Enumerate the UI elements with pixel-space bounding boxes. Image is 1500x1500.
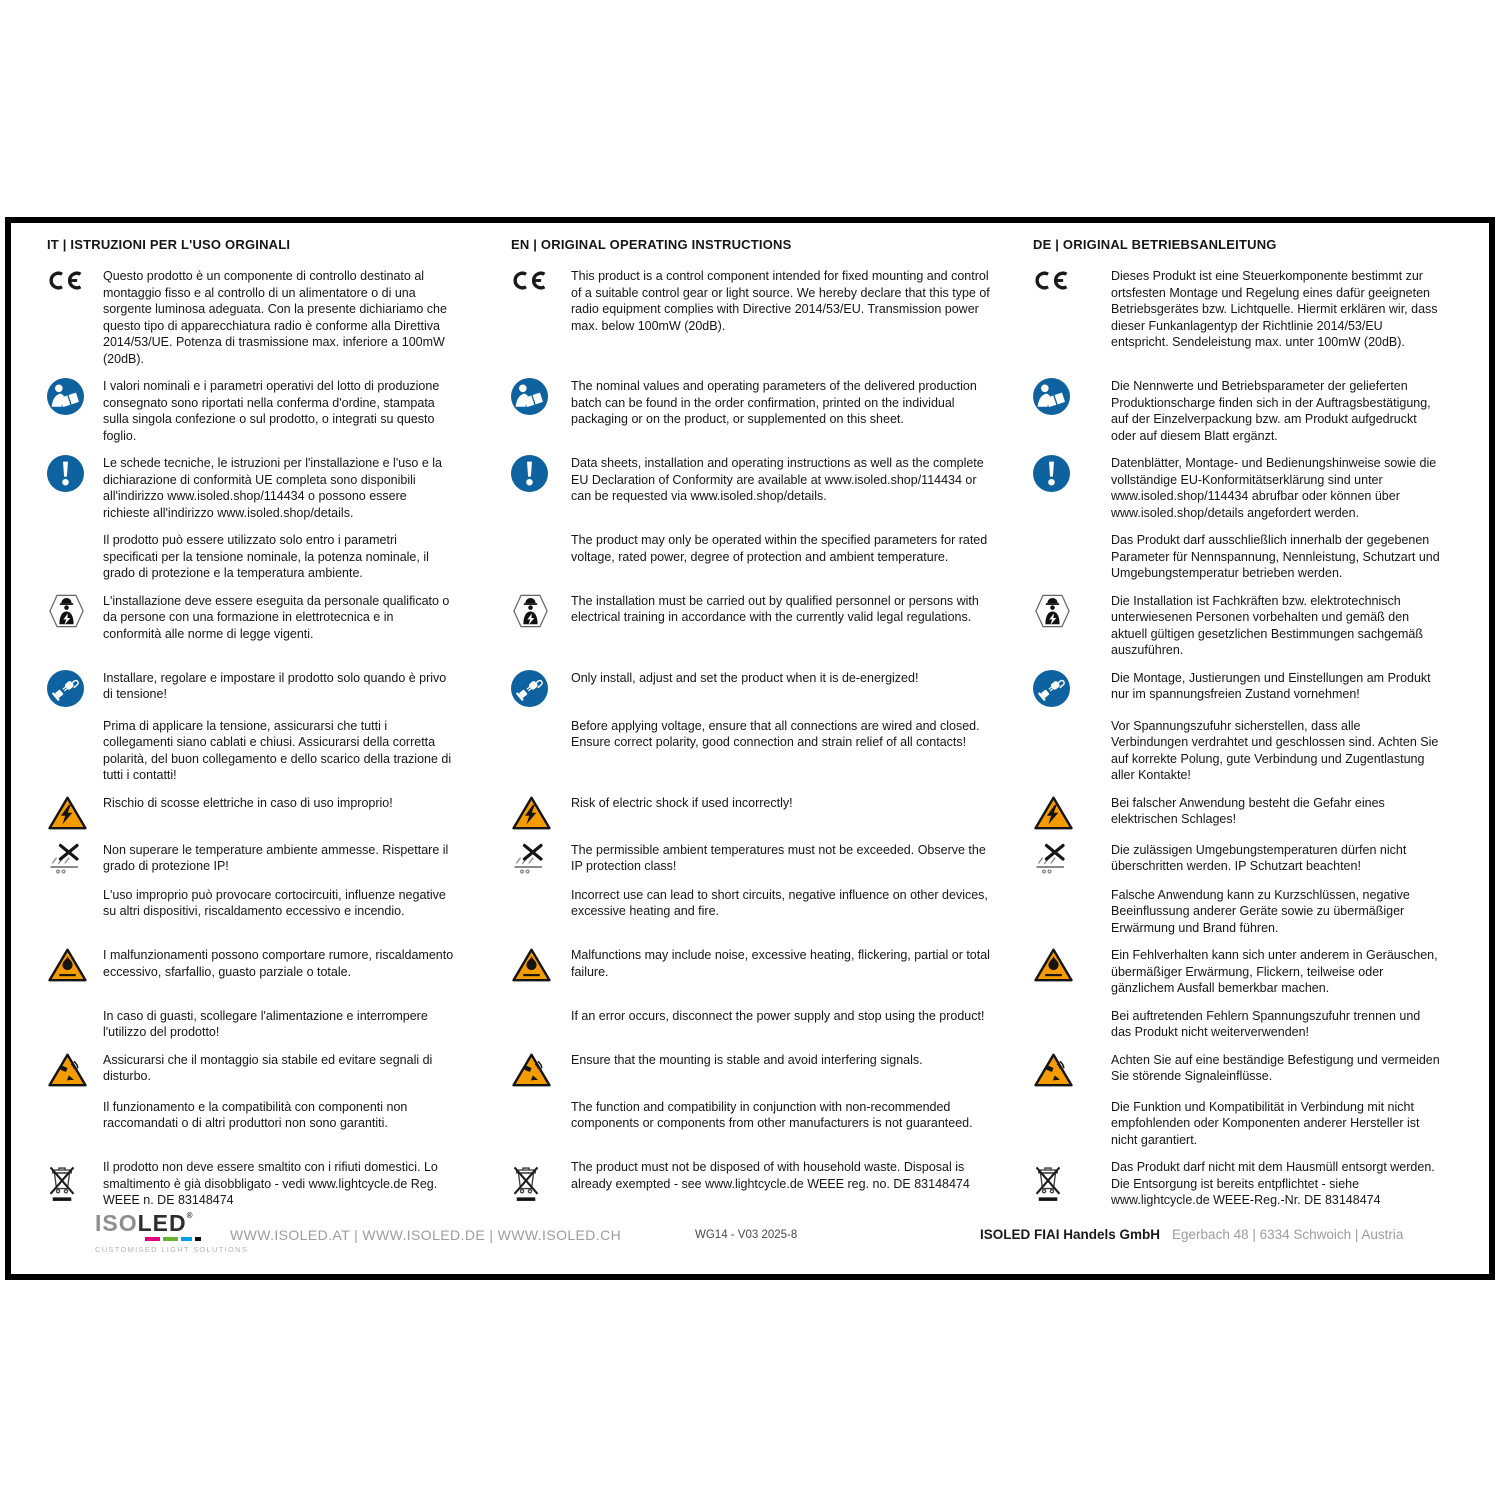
weee-disposal-icon xyxy=(511,1159,555,1204)
stability-warning-icon xyxy=(47,1052,91,1088)
isoled-logo xyxy=(95,1210,249,1254)
instruction-en-row-13 xyxy=(511,1052,1021,1088)
instruction-text: Before applying voltage, ensure that all connections are wired and closed. Ensure correct polarity, good connection and strain relief of all contacts! xyxy=(571,718,980,749)
instruction-de-row-3 xyxy=(1033,455,1473,521)
logo-bar-blue xyxy=(181,1237,192,1241)
instruction-text: The permissible ambient temperatures must not be exceeded. Observe the IP protection class! xyxy=(571,842,986,873)
instruction-sheet xyxy=(5,217,1495,1280)
instruction-it-row-6 xyxy=(47,670,499,707)
instruction-text: Rischio di scosse elettriche in caso di uso improprio! xyxy=(103,795,393,810)
temperature-limit-icon xyxy=(1033,842,1077,876)
disconnect-plug-icon xyxy=(1033,670,1077,707)
mandatory-exclamation-icon xyxy=(47,455,91,492)
instruction-text: Il prodotto non deve essere smaltito con i rifiuti domestici. Lo smaltimento è già disobbligato - vedi www.lightcycle.de Reg. WEEE n. DE 83148474 xyxy=(103,1160,438,1207)
electrician-icon xyxy=(1033,593,1077,629)
instruction-text: L'installazione deve essere eseguita da personale qualificato o da persone con una formazione in elettrotecnica e in conformità alle norme di legge vigenti. xyxy=(103,593,450,641)
instruction-it-row-1 xyxy=(47,268,499,367)
instruction-en-row-12 xyxy=(511,1008,1021,1041)
instruction-text: Das Produkt darf ausschließlich innerhalb der gegebenen Parameter für Nennspannung, Nennleistung, Schutzart und Umgebungstemperatur betrieben werden. xyxy=(1111,533,1440,580)
instruction-text: Il prodotto può essere utilizzato solo entro i parametri specificati per la tensione nominale, la potenza nominale, il grado di protezione e la temperatura ambiente. xyxy=(103,533,429,580)
instruction-text: The nominal values and operating parameters of the delivered production batch can be found in the order confirmation, printed on the individual packaging or on the product, or supplemented on this sheet. xyxy=(571,379,977,426)
instruction-de-row-5 xyxy=(1033,593,1473,659)
temperature-limit-icon xyxy=(47,842,91,876)
stability-warning-icon xyxy=(511,1052,555,1088)
instruction-text: The function and compatibility in conjunction with non-recommended components or components from other manufacturers is not guaranteed. xyxy=(571,1099,973,1130)
ce-mark-icon xyxy=(511,268,555,291)
company-name: ISOLED FIAI Handels GmbH xyxy=(980,1227,1161,1242)
read-manual-icon xyxy=(1033,378,1077,415)
stability-warning-icon xyxy=(1033,1052,1077,1088)
instruction-text: In caso di guasti, scollegare l'alimentazione e interrompere l'utilizzo del prodotto! xyxy=(103,1008,428,1039)
instruction-text: The product must not be disposed of with household waste. Disposal is already exempted - see www.lightcycle.de WEEE reg. no. DE 83148474 xyxy=(571,1160,970,1191)
instruction-text: I malfunzionamenti possono comportare rumore, riscaldamento eccessivo, sfarfallio, guasto parziale o totale. xyxy=(103,948,454,979)
instruction-text: The product may only be operated within the specified parameters for rated voltage, rated power, degree of protection and ambient temperature. xyxy=(571,533,988,564)
instruction-text: Die Montage, Justierungen und Einstellungen am Produkt nur im spannungsfreien Zustand vornehmen! xyxy=(1111,670,1431,701)
instruction-text: Die Installation ist Fachkräften bzw. elektrotechnisch unterwiesenen Personen vorbehalten und gemäß den aktuell gültigen gesetzlichen Bestimmungen sachgemäß auszuführen. xyxy=(1111,593,1423,657)
instruction-it-row-12 xyxy=(47,1008,499,1041)
instruction-text: Installare, regolare e impostare il prodotto solo quando è privo di tensione! xyxy=(103,670,447,701)
column-header-de: DE | ORIGINAL BETRIEBSANLEITUNG xyxy=(1033,237,1277,252)
instruction-en-row-1 xyxy=(511,268,1021,367)
instruction-text: Questo prodotto è un componente di controllo destinato al montaggio fisso e al controllo di un alimentatore o di una sorgente luminosa adeguata. Con la presente dichiariamo che questo tipo di apparecchiatura radio è conforme alla Direttiva 2014/53/UE. Potenza di trasmissione max. inferiore a 100mW (20dB). xyxy=(103,269,447,366)
ce-mark-icon xyxy=(1033,268,1077,291)
electric-shock-warning-icon xyxy=(1033,795,1077,831)
instruction-text: Bei auftretenden Fehlern Spannungszufuhr trennen und das Produkt nicht weiterverwenden! xyxy=(1111,1008,1421,1039)
instruction-de-row-4 xyxy=(1033,532,1473,582)
instruction-it-row-14 xyxy=(47,1099,499,1149)
instruction-text: Malfunctions may include noise, excessive heating, flickering, partial or total failure. xyxy=(571,948,990,979)
instruction-text: Incorrect use can lead to short circuits, negative influence on other devices, excessive heating and fire. xyxy=(571,887,988,918)
instruction-en-row-8 xyxy=(511,795,1021,831)
instruction-it-row-7 xyxy=(47,718,499,784)
instruction-de-row-9 xyxy=(1033,842,1473,876)
temperature-limit-icon xyxy=(511,842,555,876)
weee-disposal-icon xyxy=(1033,1159,1077,1204)
instruction-text: Die Nennwerte und Betriebsparameter der gelieferten Produktionscharge finden sich in der Auftragsbestätigung, auf der Einzelverpackung bzw. am Produkt aufgedruckt oder auf diesem Blatt ergänzt. xyxy=(1111,379,1431,443)
instruction-en-row-14 xyxy=(511,1099,1021,1149)
instruction-text: Ein Fehlverhalten kann sich unter anderem in Geräuschen, übermäßiger Erwärmung, Flickern, teilweise oder gänzlichem Ausfall bemerkbar machen. xyxy=(1111,948,1438,995)
electrician-icon xyxy=(47,593,91,629)
instruction-de-row-13 xyxy=(1033,1052,1473,1088)
instruction-text: Data sheets, installation and operating instructions as well as the complete EU Declaration of Conformity are available at www.isoled.shop/114434 or can be requested via www.isoled.shop/details. xyxy=(571,456,984,503)
instruction-it-row-3 xyxy=(47,455,499,521)
instruction-en-row-15 xyxy=(511,1159,1021,1209)
logo-subtitle: CUSTOMISED LIGHT SOLUTIONS xyxy=(95,1244,249,1254)
instruction-text: Das Produkt darf nicht mit dem Hausmüll entsorgt werden. Die Entsorgung ist bereits entpflichtet - siehe www.lightcycle.de WEEE-Reg.-Nr. DE 83148474 xyxy=(1111,1160,1435,1207)
instructions-grid xyxy=(11,223,1489,1209)
instruction-text: Il funzionamento e la compatibilità con componenti non raccomandati o di altri produttori non sono garantiti. xyxy=(103,1099,408,1130)
instruction-de-row-2 xyxy=(1033,378,1473,444)
instruction-text: Die zulässigen Umgebungstemperaturen dürfen nicht überschritten werden. IP Schutzart beachten! xyxy=(1111,842,1407,873)
instruction-it-row-8 xyxy=(47,795,499,831)
instruction-de-row-15 xyxy=(1033,1159,1473,1209)
instruction-it-row-10 xyxy=(47,887,499,937)
instruction-it-row-13 xyxy=(47,1052,499,1088)
mandatory-exclamation-icon xyxy=(1033,455,1077,492)
instruction-en-row-6 xyxy=(511,670,1021,707)
fire-warning-icon xyxy=(511,947,555,983)
instruction-en-row-7 xyxy=(511,718,1021,784)
column-header-it: IT | ISTRUZIONI PER L'USO ORGINALI xyxy=(47,237,291,252)
instruction-text: Le schede tecniche, le istruzioni per l'installazione e l'uso e la dichiarazione di conformità UE completa sono disponibili all'indirizzo www.isoled.shop/114434 o possono essere richieste all'indirizzo www.isoled.shop/details. xyxy=(103,456,442,520)
logo-bar-pink xyxy=(145,1237,160,1241)
instruction-text: Falsche Anwendung kann zu Kurzschlüssen, negative Beeinflussung anderer Geräte sowie zu übermäßiger Erwärmung und Brand führen. xyxy=(1111,887,1410,935)
instruction-it-row-5 xyxy=(47,593,499,659)
instruction-en-row-4 xyxy=(511,532,1021,582)
instruction-text: Only install, adjust and set the product when it is de-energized! xyxy=(571,670,919,685)
instruction-en-row-5 xyxy=(511,593,1021,659)
instruction-text: The installation must be carried out by qualified personnel or persons with electrical training in accordance with the currently valid legal regulations. xyxy=(571,593,979,624)
weee-disposal-icon xyxy=(47,1159,91,1204)
logo-bar-black xyxy=(195,1237,201,1241)
instruction-en-row-3 xyxy=(511,455,1021,521)
instruction-it-row-9 xyxy=(47,842,499,876)
disconnect-plug-icon xyxy=(511,670,555,707)
logo-text-iso: ISO xyxy=(95,1210,138,1236)
electrician-icon xyxy=(511,593,555,629)
instruction-de-row-10 xyxy=(1033,887,1473,937)
instruction-text: Assicurarsi che il montaggio sia stabile ed evitare segnali di disturbo. xyxy=(103,1052,433,1083)
instruction-de-row-11 xyxy=(1033,947,1473,997)
instruction-text: Ensure that the mounting is stable and avoid interfering signals. xyxy=(571,1052,923,1067)
disconnect-plug-icon xyxy=(47,670,91,707)
column-header-en: EN | ORIGINAL OPERATING INSTRUCTIONS xyxy=(511,237,792,252)
instruction-text: Dieses Produkt ist eine Steuerkomponente bestimmt zur ortsfesten Montage und Regelung eines dafür geeigneten Betriebsgerätes bzw. Lichtquelle. Hiermit erklären wir, dass dieser Funkanlagentyp der Richtlinie 2014/53/EU entspricht. Sendeleistung max. unter 100mW (20dB). xyxy=(1111,269,1438,349)
instruction-text: If an error occurs, disconnect the power supply and stop using the product! xyxy=(571,1008,985,1023)
instruction-text: Datenblätter, Montage- und Bedienungshinweise sowie die vollständige EU-Konformitätserklärung sind unter www.isoled.shop/114434 abrufbar oder können über www.isoled.shop/details angefordert werden. xyxy=(1111,456,1437,520)
instruction-de-row-7 xyxy=(1033,718,1473,784)
sheet-footer xyxy=(11,1212,1489,1264)
instruction-text: Risk of electric shock if used incorrectly! xyxy=(571,795,793,810)
instruction-en-row-10 xyxy=(511,887,1021,937)
instruction-text: Die Funktion und Kompatibilität in Verbindung mit nicht empfohlenden oder Komponenten anderer Hersteller ist nicht garantiert. xyxy=(1111,1099,1420,1147)
instruction-text: Prima di applicare la tensione, assicurarsi che tutti i collegamenti siano cablati e chiusi. Assicurarsi della corretta polarità, del buon collegamento e dello scarico della trazione di tutti i contatti! xyxy=(103,718,452,782)
instruction-de-row-1 xyxy=(1033,268,1473,367)
instruction-text: Achten Sie auf eine beständige Befestigung und vermeiden Sie störende Signaleinflüsse. xyxy=(1111,1052,1440,1083)
instruction-text: Non superare le temperature ambiente ammesse. Rispettare il grado di protezione IP! xyxy=(103,842,449,873)
instruction-it-row-4 xyxy=(47,532,499,582)
instruction-de-row-14 xyxy=(1033,1099,1473,1149)
fire-warning-icon xyxy=(47,947,91,983)
instruction-it-row-2 xyxy=(47,378,499,444)
logo-registered-mark: ® xyxy=(186,1211,194,1220)
instruction-de-row-6 xyxy=(1033,670,1473,707)
footer-websites: WWW.ISOLED.AT | WWW.ISOLED.DE | WWW.ISOLED.CH xyxy=(230,1227,622,1243)
company-address: Egerbach 48 | 6334 Schwoich | Austria xyxy=(1172,1227,1404,1242)
instruction-text: Vor Spannungszufuhr sicherstellen, dass alle Verbindungen verdrahtet und geschlossen sind. Achten Sie auf korrekte Polung, gute Verbindung und Zugentlastung aller Kontakte! xyxy=(1111,718,1439,782)
instruction-it-row-15 xyxy=(47,1159,499,1209)
instruction-de-row-8 xyxy=(1033,795,1473,831)
instruction-en-row-2 xyxy=(511,378,1021,444)
ce-mark-icon xyxy=(47,268,91,291)
instruction-text: This product is a control component intended for fixed mounting and control of a suitable control gear or light source. We hereby declare that this type of radio equipment complies with Directive 2014/53/EU. Transmission power max. below 100mW (20dB). xyxy=(571,269,990,333)
instruction-text: L'uso improprio può provocare cortocircuiti, influenze negative su altri dispositivi, riscaldamento eccessivo e incendio. xyxy=(103,887,446,918)
instruction-it-row-11 xyxy=(47,947,499,997)
instruction-en-row-9 xyxy=(511,842,1021,876)
instruction-de-row-12 xyxy=(1033,1008,1473,1041)
logo-text-led: LED xyxy=(137,1210,187,1236)
electric-shock-warning-icon xyxy=(47,795,91,831)
instruction-text: I valori nominali e i parametri operativi del lotto di produzione consegnato sono riportati nella conferma d'ordine, stampata sulla singola confezione o sul prodotto, o integrati su questo foglio. xyxy=(103,379,440,443)
instruction-text: Bei falscher Anwendung besteht die Gefahr eines elektrischen Schlages! xyxy=(1111,795,1385,826)
isoled-logo-wordmark xyxy=(95,1212,245,1235)
electric-shock-warning-icon xyxy=(511,795,555,831)
read-manual-icon xyxy=(47,378,91,415)
fire-warning-icon xyxy=(1033,947,1077,983)
company-info xyxy=(980,1227,1403,1242)
mandatory-exclamation-icon xyxy=(511,455,555,492)
document-reference: WG14 - V03 2025-8 xyxy=(695,1229,798,1241)
logo-bar-green xyxy=(163,1237,178,1241)
read-manual-icon xyxy=(511,378,555,415)
instruction-en-row-11 xyxy=(511,947,1021,997)
